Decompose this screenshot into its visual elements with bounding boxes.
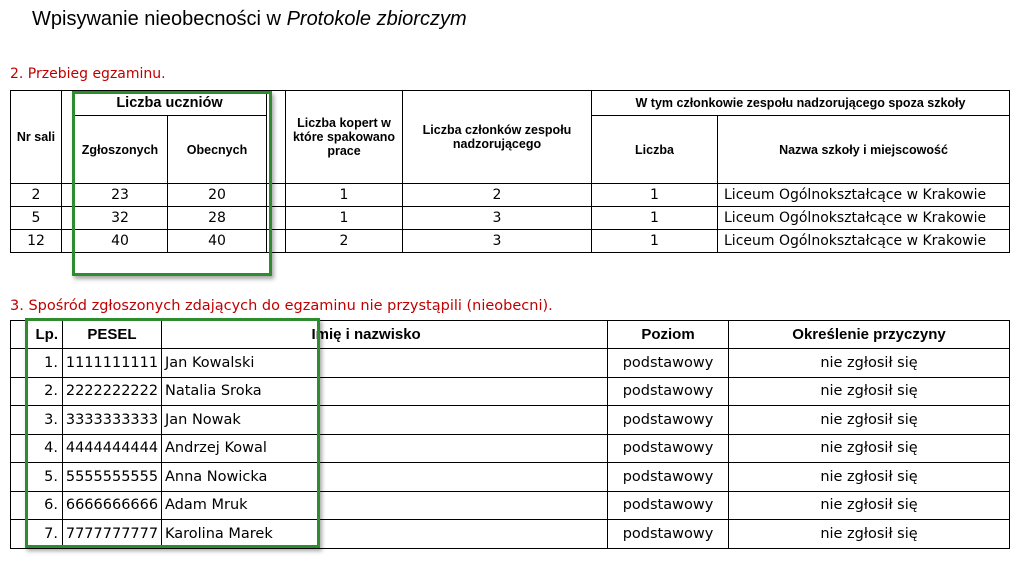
cell-czlonkowie: 3 — [403, 230, 592, 253]
table-row — [11, 463, 1010, 492]
table-row — [11, 520, 1010, 549]
cell-obecnych: 20 — [168, 184, 267, 207]
cell-name-ext — [312, 520, 608, 549]
cell-poziom: podstawowy — [608, 520, 729, 549]
cell-pesel: 6666666666 — [63, 491, 162, 520]
cell-pesel: 4444444444 — [63, 434, 162, 463]
header-spacer — [267, 91, 286, 184]
cell-spacer — [62, 184, 73, 207]
exam-progress-table — [10, 90, 1010, 253]
header-lp: Lp. — [11, 321, 63, 349]
cell-lp: 1. — [11, 349, 63, 378]
cell-name-ext — [312, 406, 608, 435]
cell-zgloszonych: 40 — [73, 230, 168, 253]
cell-pesel: 7777777777 — [63, 520, 162, 549]
cell-poziom: podstawowy — [608, 406, 729, 435]
cell-czlonkowie: 2 — [403, 184, 592, 207]
cell-koperty: 1 — [286, 207, 403, 230]
header-liczba-czlonkow: Liczba członków zespołu nadzorującego — [403, 91, 592, 184]
cell-lp: 3. — [11, 406, 63, 435]
cell-przyczyna: nie zgłosił się — [729, 520, 1010, 549]
cell-obecnych: 40 — [168, 230, 267, 253]
cell-name: Jan Kowalski — [162, 349, 312, 378]
table-row — [11, 491, 1010, 520]
header-spacer — [62, 91, 73, 184]
table-row — [11, 377, 1010, 406]
cell-lp: 7. — [11, 520, 63, 549]
cell-obecnych: 28 — [168, 207, 267, 230]
table-row — [11, 230, 1010, 253]
section-heading-przebieg: 2. Przebieg egzaminu. — [10, 66, 166, 82]
cell-name: Karolina Marek — [162, 520, 312, 549]
cell-przyczyna: nie zgłosił się — [729, 491, 1010, 520]
header-imie-nazwisko: Imię i nazwisko — [312, 321, 608, 349]
cell-czlonkowie: 3 — [403, 207, 592, 230]
header-zgloszonych: Zgłoszonych — [73, 116, 168, 184]
cell-spacer — [62, 230, 73, 253]
cell-przyczyna: nie zgłosił się — [729, 434, 1010, 463]
header-liczba-uczniow: Liczba uczniów — [73, 91, 267, 116]
header-pesel: PESEL — [63, 321, 162, 349]
cell-name-ext — [312, 491, 608, 520]
header-imie-spacer — [162, 321, 312, 349]
page-title — [32, 8, 467, 31]
table-row — [11, 406, 1010, 435]
cell-liczba: 1 — [592, 230, 718, 253]
cell-name-ext — [312, 349, 608, 378]
cell-koperty: 1 — [286, 184, 403, 207]
cell-pesel: 2222222222 — [63, 377, 162, 406]
cell-name: Natalia Sroka — [162, 377, 312, 406]
cell-przyczyna: nie zgłosił się — [729, 463, 1010, 492]
cell-nr-sali: 5 — [11, 207, 62, 230]
section-heading-nieobecni: 3. Spośród zgłoszonych zdających do egzaminu nie przystąpili (nieobecni). — [10, 298, 553, 314]
table-row — [11, 207, 1010, 230]
cell-szkola: Liceum Ogólnokształcące w Krakowie — [718, 207, 1010, 230]
cell-pesel: 1111111111 — [63, 349, 162, 378]
page-title-italic: Protokole zbiorczym — [286, 8, 467, 30]
cell-pesel: 5555555555 — [63, 463, 162, 492]
cell-name-ext — [312, 463, 608, 492]
cell-spacer — [267, 184, 286, 207]
table-row — [11, 184, 1010, 207]
cell-przyczyna: nie zgłosił się — [729, 406, 1010, 435]
cell-szkola: Liceum Ogólnokształcące w Krakowie — [718, 184, 1010, 207]
cell-nr-sali: 2 — [11, 184, 62, 207]
header-nr-sali: Nr sali — [11, 91, 62, 184]
cell-poziom: podstawowy — [608, 463, 729, 492]
cell-lp: 6. — [11, 491, 63, 520]
cell-poziom: podstawowy — [608, 377, 729, 406]
table-row — [11, 349, 1010, 378]
cell-name: Adam Mruk — [162, 491, 312, 520]
header-liczba-kopert: Liczba kopert w które spakowano prace — [286, 91, 403, 184]
cell-przyczyna: nie zgłosił się — [729, 349, 1010, 378]
cell-nr-sali: 12 — [11, 230, 62, 253]
cell-spacer — [267, 207, 286, 230]
cell-pesel: 3333333333 — [63, 406, 162, 435]
cell-spacer — [267, 230, 286, 253]
header-nazwa-szkoly: Nazwa szkoły i miejscowość — [718, 116, 1010, 184]
cell-liczba: 1 — [592, 184, 718, 207]
cell-lp: 5. — [11, 463, 63, 492]
cell-liczba: 1 — [592, 207, 718, 230]
cell-name-ext — [312, 434, 608, 463]
cell-name: Anna Nowicka — [162, 463, 312, 492]
header-obecnych: Obecnych — [168, 116, 267, 184]
cell-name-ext — [312, 377, 608, 406]
header-spoza-szkoly: W tym członkowie zespołu nadzorującego spoza szkoły — [592, 91, 1010, 116]
cell-name: Jan Nowak — [162, 406, 312, 435]
cell-name: Andrzej Kowal — [162, 434, 312, 463]
cell-przyczyna: nie zgłosił się — [729, 377, 1010, 406]
cell-poziom: podstawowy — [608, 349, 729, 378]
header-liczba: Liczba — [592, 116, 718, 184]
table-header-row — [11, 321, 1010, 349]
cell-szkola: Liceum Ogólnokształcące w Krakowie — [718, 230, 1010, 253]
absentees-table — [10, 320, 1010, 549]
cell-lp: 4. — [11, 434, 63, 463]
cell-zgloszonych: 32 — [73, 207, 168, 230]
cell-koperty: 2 — [286, 230, 403, 253]
cell-zgloszonych: 23 — [73, 184, 168, 207]
header-przyczyna: Określenie przyczyny — [729, 321, 1010, 349]
cell-poziom: podstawowy — [608, 491, 729, 520]
cell-spacer — [62, 207, 73, 230]
page-title-plain: Wpisywanie nieobecności w — [32, 8, 287, 30]
cell-poziom: podstawowy — [608, 434, 729, 463]
table-row — [11, 434, 1010, 463]
header-poziom: Poziom — [608, 321, 729, 349]
cell-lp: 2. — [11, 377, 63, 406]
